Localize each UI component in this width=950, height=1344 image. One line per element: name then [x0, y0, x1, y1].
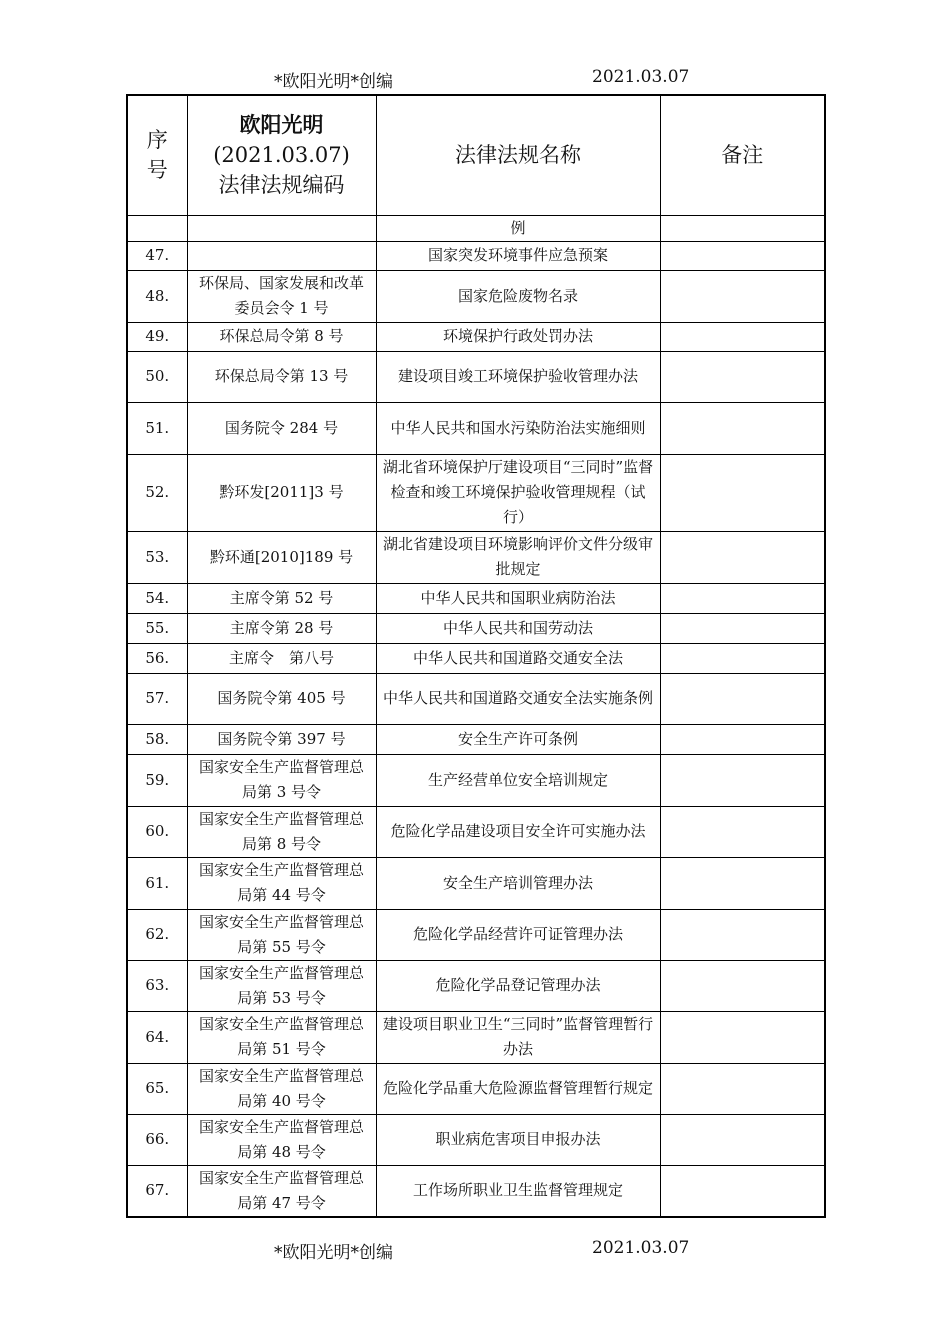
table-row [127, 531, 825, 583]
cell-note [660, 806, 825, 857]
cell-number: 62. [127, 909, 187, 960]
cell-note [660, 857, 825, 909]
cell-code: 国家安全生产监督管理总局第 48 号令 [187, 1114, 376, 1165]
cell-code: 主席令 第八号 [187, 643, 376, 673]
header-author: *欧阳光明*创编 [274, 72, 393, 92]
cell-note [660, 241, 825, 270]
cell-name: 危险化学品经营许可证管理办法 [376, 909, 660, 960]
cell-note [660, 402, 825, 454]
cell-code: 主席令第 52 号 [187, 583, 376, 613]
cell-number: 65. [127, 1063, 187, 1114]
cell-code: 国务院令第 405 号 [187, 673, 376, 724]
cell-number: 66. [127, 1114, 187, 1165]
column-header-seq: 序 号 [127, 95, 187, 215]
cell-number: 52. [127, 454, 187, 531]
cell-note [660, 754, 825, 806]
cell-code: 黔环通[2010]189 号 [187, 531, 376, 583]
cell-name: 湖北省环境保护厅建设项目“三同时”监督检查和竣工环境保护验收管理规程（试行） [376, 454, 660, 531]
table-row [127, 613, 825, 643]
table-header-row [127, 95, 825, 215]
table-row [127, 454, 825, 531]
column-header-note: 备注 [660, 95, 825, 215]
cell-note [660, 724, 825, 754]
cell-note [660, 531, 825, 583]
table-row [127, 1165, 825, 1217]
cell-note [660, 643, 825, 673]
table-row [127, 909, 825, 960]
cell-note [660, 1063, 825, 1114]
cell-note [660, 583, 825, 613]
table-row [127, 806, 825, 857]
cell-name: 中华人民共和国道路交通安全法 [376, 643, 660, 673]
cell-note [660, 270, 825, 322]
table-row [127, 857, 825, 909]
cell-number: 54. [127, 583, 187, 613]
cell-name: 危险化学品登记管理办法 [376, 960, 660, 1011]
cell-name: 危险化学品重大危险源监督管理暂行规定 [376, 1063, 660, 1114]
cell-code: 国务院令 284 号 [187, 402, 376, 454]
cell-number: 55. [127, 613, 187, 643]
cell-code [187, 241, 376, 270]
table-row [127, 724, 825, 754]
cell-note [660, 454, 825, 531]
column-header-name: 法律法规名称 [376, 95, 660, 215]
cell-name: 例 [376, 215, 660, 241]
cell-number: 59. [127, 754, 187, 806]
page-footer [0, 1238, 950, 1262]
cell-number: 50. [127, 351, 187, 402]
cell-code [187, 215, 376, 241]
table-row [127, 960, 825, 1011]
cell-code: 环保总局令第 13 号 [187, 351, 376, 402]
cell-code: 国家安全生产监督管理总局第 40 号令 [187, 1063, 376, 1114]
table-row [127, 322, 825, 351]
cell-number: 53. [127, 531, 187, 583]
table-row [127, 754, 825, 806]
cell-name: 中华人民共和国道路交通安全法实施条例 [376, 673, 660, 724]
footer-date: 2021.03.07 [592, 1238, 690, 1258]
cell-name: 职业病危害项目申报办法 [376, 1114, 660, 1165]
cell-name: 安全生产培训管理办法 [376, 857, 660, 909]
cell-code: 国家安全生产监督管理总局第 55 号令 [187, 909, 376, 960]
cell-code: 国家安全生产监督管理总局第 47 号令 [187, 1165, 376, 1217]
cell-code: 国家安全生产监督管理总局第 51 号令 [187, 1011, 376, 1063]
cell-number: 48. [127, 270, 187, 322]
table-row [127, 402, 825, 454]
cell-code: 黔环发[2011]3 号 [187, 454, 376, 531]
cell-name: 建设项目职业卫生“三同时”监督管理暂行办法 [376, 1011, 660, 1063]
cell-number: 60. [127, 806, 187, 857]
table-row [127, 215, 825, 241]
cell-number: 51. [127, 402, 187, 454]
cell-number: 67. [127, 1165, 187, 1217]
table-row [127, 241, 825, 270]
page-header [0, 67, 950, 91]
cell-code: 国家安全生产监督管理总局第 3 号令 [187, 754, 376, 806]
cell-note [660, 322, 825, 351]
cell-code: 主席令第 28 号 [187, 613, 376, 643]
cell-name: 中华人民共和国水污染防治法实施细则 [376, 402, 660, 454]
cell-note [660, 1011, 825, 1063]
cell-name: 环境保护行政处罚办法 [376, 322, 660, 351]
table-row [127, 673, 825, 724]
cell-name: 国家突发环境事件应急预案 [376, 241, 660, 270]
table-row [127, 270, 825, 322]
cell-number: 64. [127, 1011, 187, 1063]
cell-note [660, 673, 825, 724]
cell-name: 危险化学品建设项目安全许可实施办法 [376, 806, 660, 857]
table-row [127, 351, 825, 402]
cell-name: 安全生产许可条例 [376, 724, 660, 754]
cell-number: 61. [127, 857, 187, 909]
cell-note [660, 351, 825, 402]
cell-note [660, 909, 825, 960]
header-date: 2021.03.07 [592, 67, 690, 87]
cell-note [660, 613, 825, 643]
cell-name: 中华人民共和国职业病防治法 [376, 583, 660, 613]
cell-code: 国家安全生产监督管理总局第 53 号令 [187, 960, 376, 1011]
cell-name: 国家危险废物名录 [376, 270, 660, 322]
cell-name: 湖北省建设项目环境影响评价文件分级审批规定 [376, 531, 660, 583]
footer-author: *欧阳光明*创编 [274, 1243, 393, 1263]
cell-number: 56. [127, 643, 187, 673]
cell-number [127, 215, 187, 241]
cell-name: 建设项目竣工环境保护验收管理办法 [376, 351, 660, 402]
cell-code: 环保总局令第 8 号 [187, 322, 376, 351]
cell-number: 57. [127, 673, 187, 724]
cell-note [660, 1114, 825, 1165]
table-row [127, 643, 825, 673]
table-row [127, 1011, 825, 1063]
table-row [127, 583, 825, 613]
cell-note [660, 960, 825, 1011]
cell-number: 58. [127, 724, 187, 754]
cell-note [660, 215, 825, 241]
column-header-code: 欧阳光明 (2021.03.07) 法律法规编码 [187, 95, 376, 215]
cell-name: 中华人民共和国劳动法 [376, 613, 660, 643]
cell-note [660, 1165, 825, 1217]
cell-number: 47. [127, 241, 187, 270]
cell-name: 生产经营单位安全培训规定 [376, 754, 660, 806]
cell-code: 国家安全生产监督管理总局第 44 号令 [187, 857, 376, 909]
regulations-table [126, 94, 826, 1218]
cell-number: 63. [127, 960, 187, 1011]
cell-name: 工作场所职业卫生监督管理规定 [376, 1165, 660, 1217]
cell-code: 环保局、国家发展和改革委员会令 1 号 [187, 270, 376, 322]
table-row [127, 1063, 825, 1114]
cell-code: 国家安全生产监督管理总局第 8 号令 [187, 806, 376, 857]
table-row [127, 1114, 825, 1165]
cell-code: 国务院令第 397 号 [187, 724, 376, 754]
cell-number: 49. [127, 322, 187, 351]
